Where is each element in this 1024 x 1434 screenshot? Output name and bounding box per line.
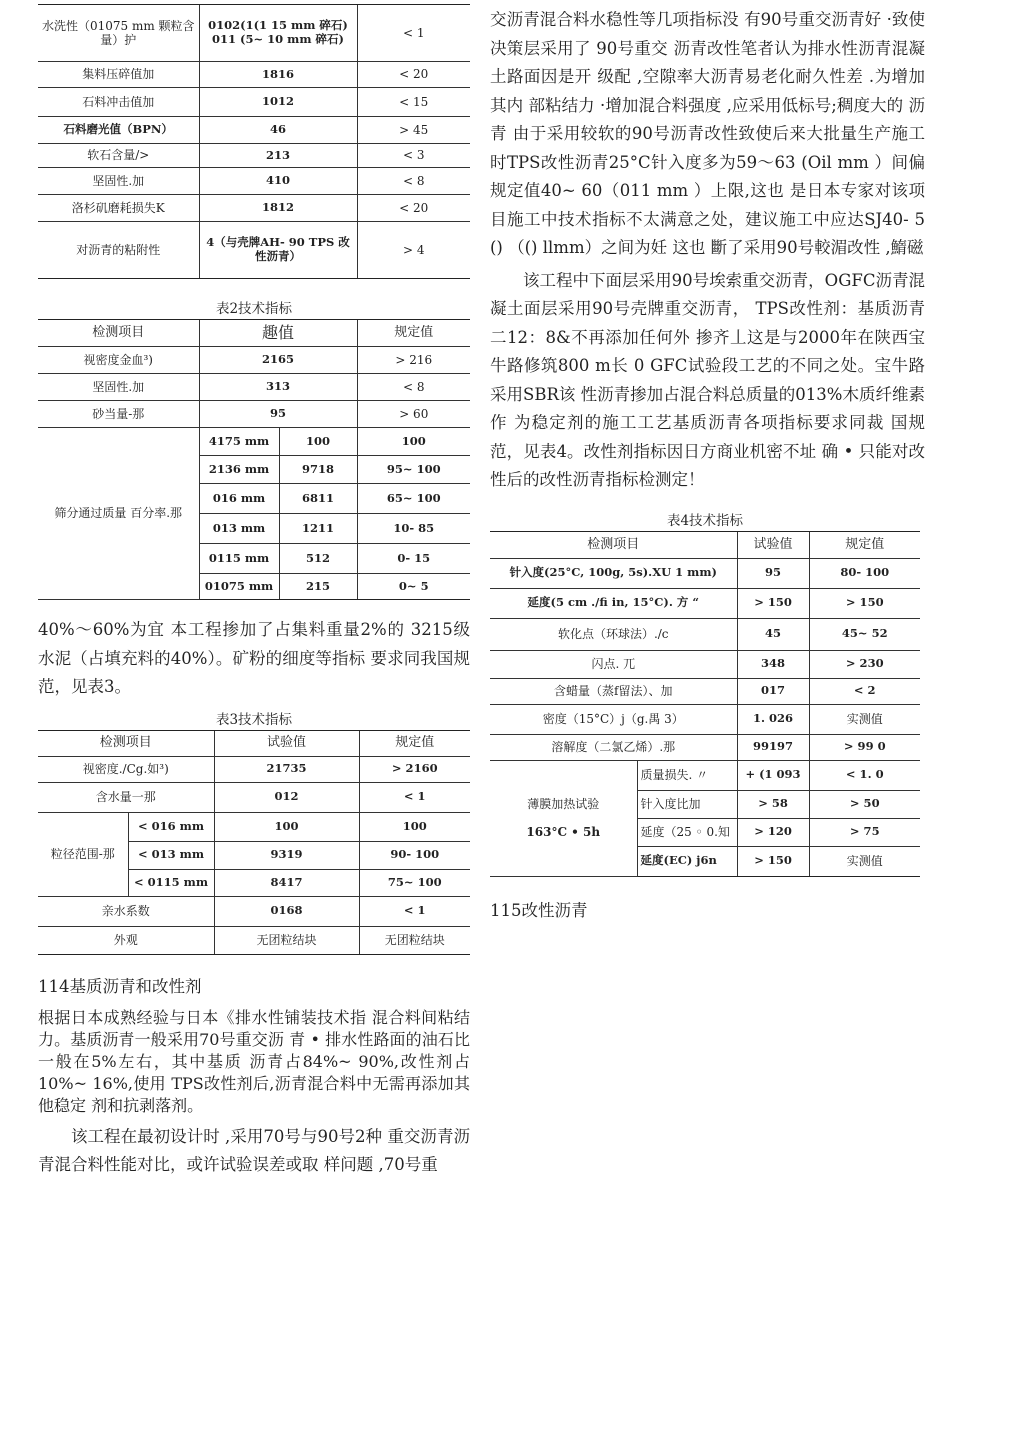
- table-cell: 视密度金血³): [38, 347, 199, 374]
- table-row: [38, 88, 470, 117]
- table-header-cell: 试验值: [214, 730, 359, 756]
- right-column: [490, 0, 925, 921]
- table-cell: 6811: [279, 484, 357, 514]
- table-cell: 实测值: [809, 846, 920, 876]
- table-cell: 0102(1(1 15 mm 碎石) 011 (5~ 10 mm 碎石): [199, 5, 357, 62]
- table-row: [38, 347, 470, 374]
- table-row: [490, 618, 920, 650]
- table-cell: 石料磨光值（BPN）: [38, 117, 199, 144]
- table-4-caption: 表4技术指标: [666, 512, 744, 529]
- table-cell: 实测值: [809, 704, 920, 734]
- table-cell: + (1 093: [737, 760, 809, 790]
- table-cell: < 1: [359, 896, 470, 926]
- table-cell: 017: [737, 678, 809, 704]
- table-cell: 99197: [737, 734, 809, 760]
- table-cell: 9319: [214, 841, 359, 869]
- body-paragraph: 交沥青混合料水稳性等几项指标没 有90号重交沥青好 ·致使决策层采用了 90号重交 沥青改性笔者认为排水性沥青混凝土路面因是开 级配 ,空隙率大沥青易老化耐久性差 .为增加其内 部粘结力 ·增加混合料强度 ,应采用低标号;稠度大的 沥青 由于采用较软的90号沥青改性致使后来大批量生产施工时TPS改性沥青25°C针入度多为59～63 (Oil mm ）间偏规定值40~ 60（011 mm ）上限,这也 是日本专家对该项目施工中技术指标不太满意之处，建议施工中应达SJ40- 5 () （() llmm）之间为妊 这也 斷了采用90号較湄改性 ,鰖磁: [490, 10, 925, 257]
- table-row: [38, 926, 470, 954]
- table-3-caption: 表3技术指标: [215, 711, 293, 728]
- section-heading: 115改性沥青: [490, 900, 588, 920]
- table-cell: 含水量一那: [38, 782, 214, 812]
- table-cell: 洛杉矶磨耗损失K: [38, 195, 199, 222]
- table-row: [38, 374, 470, 401]
- table-cell: 外观: [38, 926, 214, 954]
- table-row: [38, 428, 470, 456]
- table-cell: 1211: [279, 514, 357, 544]
- table-cell: > 2160: [359, 756, 470, 782]
- table-cell: < 0115 mm: [128, 869, 214, 896]
- table-cell: > 230: [809, 650, 920, 678]
- table-row: [38, 195, 470, 222]
- table-cell: 密度（15°C）j（g.禺 3）: [490, 704, 737, 734]
- table-row: [38, 812, 470, 841]
- table-cell: > 216: [357, 347, 470, 374]
- table-cell: 80- 100: [809, 558, 920, 588]
- table-cell: > 60: [357, 401, 470, 428]
- table-header-row: [38, 320, 470, 347]
- table-row: [38, 144, 470, 168]
- table-cell: 016 mm: [199, 484, 279, 514]
- table-cell: 石料冲击值加: [38, 88, 199, 117]
- table-cell: 闪点. 兀: [490, 650, 737, 678]
- table-cell: < 016 mm: [128, 812, 214, 841]
- table-cell: 1012: [199, 88, 357, 117]
- table-cell: 01075 mm: [199, 574, 279, 600]
- table-cell: 313: [199, 374, 357, 401]
- table-row: [38, 5, 470, 62]
- table-cell: 含蜡量（蒸f留法）、加: [490, 678, 737, 704]
- table-cell: 砂当量-那: [38, 401, 199, 428]
- table-row: [38, 782, 470, 812]
- table-3: [38, 730, 470, 955]
- table-cell: 对沥青的粘附性: [38, 222, 199, 279]
- table-header-cell: 规定值: [359, 730, 470, 756]
- table-cell: 0~ 5: [357, 574, 470, 600]
- table-cell: > 150: [737, 846, 809, 876]
- table-cell: 质量损失. 〃: [637, 760, 737, 790]
- table-row: [38, 117, 470, 144]
- table-cell: 4（与壳牌AH- 90 TPS 改性沥青）: [199, 222, 357, 279]
- table-cell: < 20: [357, 195, 470, 222]
- table-cell: > 4: [357, 222, 470, 279]
- table-cell: > 150: [737, 588, 809, 618]
- table-cell: 1816: [199, 62, 357, 88]
- table-cell: 软石含量/>: [38, 144, 199, 168]
- table-cell: 100: [214, 812, 359, 841]
- table-cell: > 45: [357, 117, 470, 144]
- table-header-cell: 检测项目: [38, 320, 199, 347]
- table-cell: 46: [199, 117, 357, 144]
- body-paragraph: 该工程中下面层采用90号埃索重交沥青，OGFC沥青混凝土面层采用90号壳牌重交沥青， TPS改性剂：基质沥青二12：8&不再添加任何外 掺齐丄这是与2000年在陕西宝牛路修筑800 m长 0 GFC试验段工艺的不同之处。宝牛路采用SBR该 性沥青掺加占混合料总质量的013%木质纤维素作 为稳定剂的施工工艺基质沥青各项指标要求同裁 国规范，见表4。改性剂指标因日方商业机密不址 确 • 只能对改性后的改性沥青指标检测定！: [490, 270, 925, 489]
- table-header-cell: 趣值: [199, 320, 357, 347]
- body-paragraph: 根据日本成熟经验与日本《排水性铺装技术指 混合料间粘结力。基质沥青一般采用70号重交沥 青 • 排水性路面的油石比一般在5%左右，其中基质 沥青占84%~ 90%,改性剂占10%~ 16%,使用 TPS改性剂后,沥青混合料中无需再添加其他稳定 剂和抗剥落剂。: [38, 1007, 470, 1115]
- table-cell: 0- 15: [357, 544, 470, 574]
- table-cell: 0168: [214, 896, 359, 926]
- table-row: [490, 760, 920, 790]
- table-row: [38, 896, 470, 926]
- table-cell: 水洗性（01075 mm 颗粒含量）护: [38, 5, 199, 62]
- table-header-cell: 规定值: [809, 531, 920, 558]
- table-header-row: [38, 730, 470, 756]
- table-cell: 坚固性.加: [38, 168, 199, 195]
- table-cell: < 8: [357, 374, 470, 401]
- table-cell: < 8: [357, 168, 470, 195]
- table-header-cell: 检测项目: [38, 730, 214, 756]
- table-cell: > 50: [809, 790, 920, 818]
- table-cell: 95~ 100: [357, 456, 470, 484]
- table-cell: 45~ 52: [809, 618, 920, 650]
- table-cell: 视密度./Cg.如³): [38, 756, 214, 782]
- table-cell: > 150: [809, 588, 920, 618]
- table-group-label-line: 163°C • 5h: [526, 825, 601, 839]
- table-1: [38, 4, 470, 279]
- table-cell: < 1. 0: [809, 760, 920, 790]
- table-row: [38, 168, 470, 195]
- left-column: [38, 0, 470, 1180]
- table-cell: < 15: [357, 88, 470, 117]
- table-4: [490, 531, 920, 877]
- body-paragraph: 40%～60%为宜 本工程掺加了占集料重量2%的 3215级水泥（占填充料的40%）。矿粉的细度等指标 要求同我国规范，见表3。: [38, 620, 470, 696]
- table-row: [490, 678, 920, 704]
- table-cell: 75~ 100: [359, 869, 470, 896]
- table-cell: 针入度(25°C, 100g, 5s).XU 1 mm): [490, 558, 737, 588]
- table-cell: 无团粒结块: [214, 926, 359, 954]
- table-header-cell: 检测项目: [490, 531, 737, 558]
- table-group-label-line: 薄膜加热试验: [527, 796, 600, 811]
- table-cell: 无团粒结块: [359, 926, 470, 954]
- table-cell: 012: [214, 782, 359, 812]
- table-row: [490, 704, 920, 734]
- table-header-cell: 试验值: [737, 531, 809, 558]
- table-cell: 100: [279, 428, 357, 456]
- table-cell: 2136 mm: [199, 456, 279, 484]
- table-2-caption: 表2技术指标: [215, 301, 293, 317]
- table-cell: > 99 0: [809, 734, 920, 760]
- table-cell: 0115 mm: [199, 544, 279, 574]
- table-cell: 65~ 100: [357, 484, 470, 514]
- table-cell: > 75: [809, 818, 920, 846]
- table-cell: 10- 85: [357, 514, 470, 544]
- table-cell: 013 mm: [199, 514, 279, 544]
- table-cell: 延度(EC) j6n: [637, 846, 737, 876]
- table-cell: 9718: [279, 456, 357, 484]
- table-cell: 4175 mm: [199, 428, 279, 456]
- table-row: [38, 222, 470, 279]
- table-cell: 215: [279, 574, 357, 600]
- table-header-row: [490, 531, 920, 558]
- table-cell: < 1: [359, 782, 470, 812]
- table-cell: 95: [199, 401, 357, 428]
- table-cell: < 20: [357, 62, 470, 88]
- table-cell: 1812: [199, 195, 357, 222]
- table-row: [38, 756, 470, 782]
- table-cell: 348: [737, 650, 809, 678]
- table-cell: > 120: [737, 818, 809, 846]
- table-cell: 软化点（环球法）./c: [490, 618, 737, 650]
- table-cell: > 58: [737, 790, 809, 818]
- body-paragraph: 该工程在最初设计时 ,采用70号与90号2种 重交沥青沥青混合料性能对比，或许试验误差或取 样问题 ,70号重: [38, 1126, 470, 1174]
- table-row: [490, 558, 920, 588]
- table-cell: 集料压碎值加: [38, 62, 199, 88]
- table-cell: 512: [279, 544, 357, 574]
- table-cell: 8417: [214, 869, 359, 896]
- table-cell: < 2: [809, 678, 920, 704]
- table-row: [490, 588, 920, 618]
- table-cell: 溶解度（二氯乙烯）.那: [490, 734, 737, 760]
- table-cell: 针入度比加: [637, 790, 737, 818]
- table-cell: 213: [199, 144, 357, 168]
- table-header-cell: 规定值: [357, 320, 470, 347]
- table-cell: < 013 mm: [128, 841, 214, 869]
- table-cell: 1. 026: [737, 704, 809, 734]
- table-cell: 410: [199, 168, 357, 195]
- table-cell: 90- 100: [359, 841, 470, 869]
- table-group-label: [490, 760, 637, 876]
- table-cell: 坚固性.加: [38, 374, 199, 401]
- table-cell: 延度（25 ◦ 0.知: [637, 818, 737, 846]
- table-cell: 2165: [199, 347, 357, 374]
- table-row: [38, 401, 470, 428]
- table-row: [490, 734, 920, 760]
- section-heading: 114基质沥青和改性剂: [38, 976, 202, 996]
- table-cell: < 3: [357, 144, 470, 168]
- table-group-label: 筛分通过质量 百分率.那: [38, 428, 199, 600]
- table-row: [490, 650, 920, 678]
- table-cell: 亲水系数: [38, 896, 214, 926]
- table-group-label: 粒径范围-那: [38, 812, 128, 896]
- table-2: [38, 319, 470, 600]
- table-row: [38, 62, 470, 88]
- table-cell: 100: [359, 812, 470, 841]
- table-cell: 21735: [214, 756, 359, 782]
- table-cell: 100: [357, 428, 470, 456]
- table-cell: 45: [737, 618, 809, 650]
- table-cell: 95: [737, 558, 809, 588]
- table-cell: < 1: [357, 5, 470, 62]
- table-cell: 延度(5 cm ./fi in, 15°C). 方 “: [490, 588, 737, 618]
